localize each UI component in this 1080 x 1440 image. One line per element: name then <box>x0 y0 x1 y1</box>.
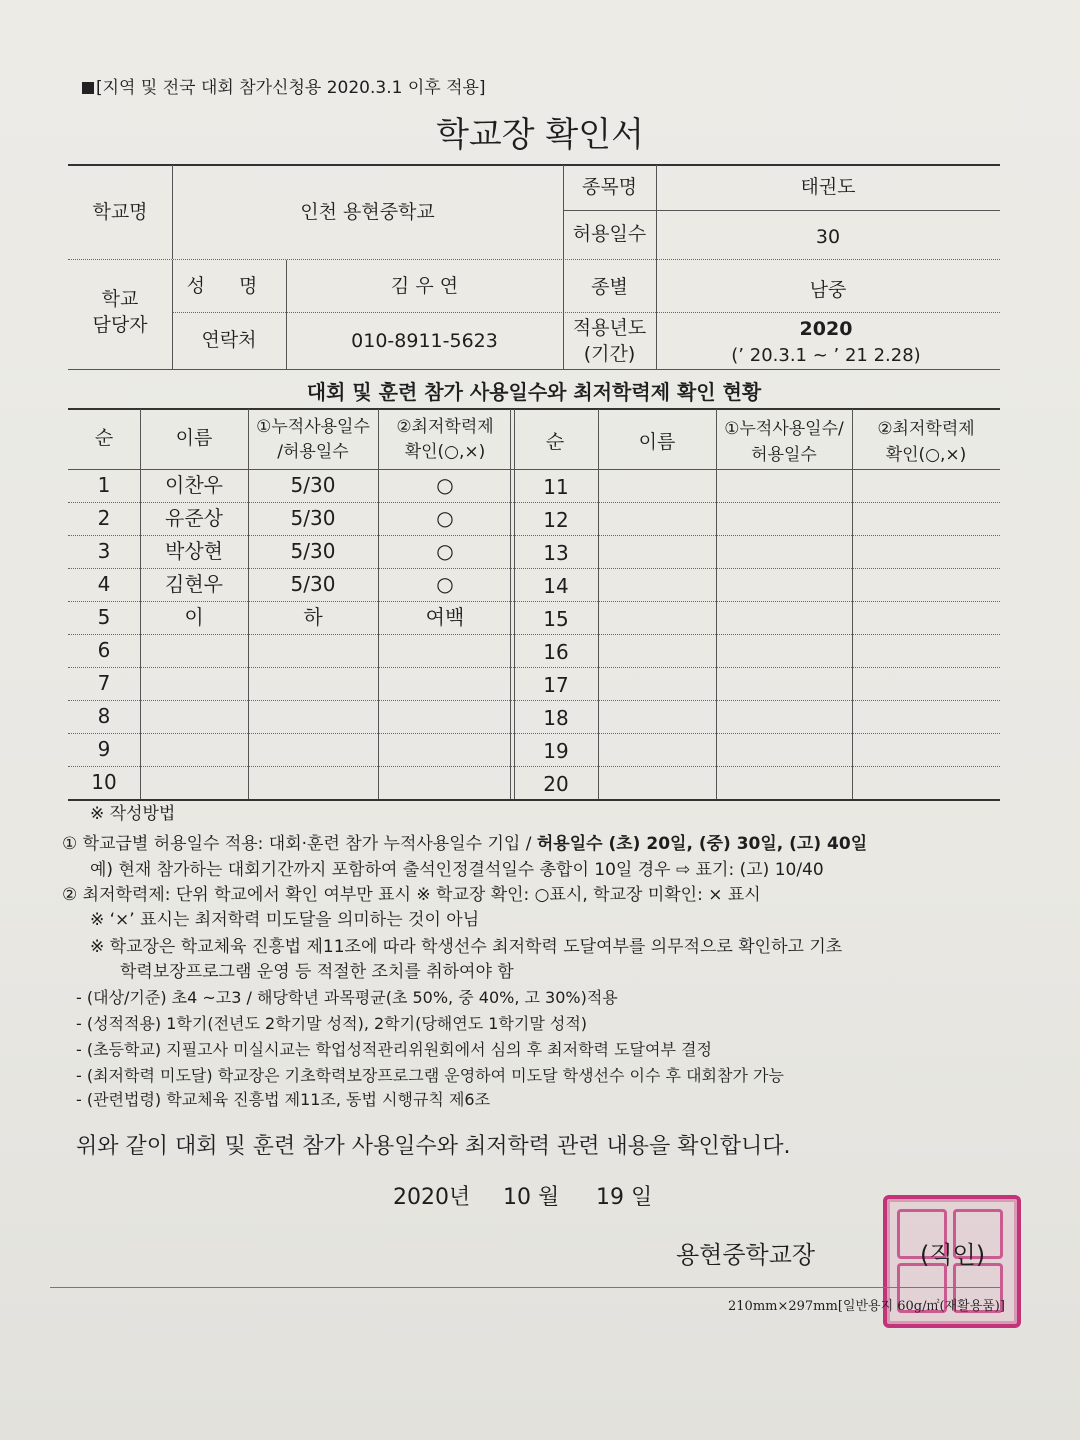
name-label: 성 명 <box>186 275 272 297</box>
sport-value: 태권도 <box>800 176 856 198</box>
table-row-line <box>68 667 1000 668</box>
usage-days: 5/30 <box>290 539 336 563</box>
row-number-right: 12 <box>543 508 569 532</box>
detail-3: - (초등학교) 지필고사 미실시교는 학업성적관리위원회에서 심의 후 최저학력 도달여부 결정 <box>76 1040 712 1059</box>
allowed-days-label: 허용일수 <box>572 223 647 245</box>
table-row-line <box>68 634 1000 635</box>
table-col-line <box>140 409 141 799</box>
header-name: 이름 <box>175 427 213 449</box>
note-4-cont: 학력보장프로그램 운영 등 적절한 조치를 취하여야 함 <box>120 962 514 982</box>
row-number-right: 14 <box>543 574 569 598</box>
period-value: (’ 20.3.1 ~ ’ 21 2.28) <box>731 345 921 366</box>
table-row-line <box>68 502 1000 503</box>
manager-label-line1: 학교 <box>101 288 139 310</box>
seal-label: (직인) <box>920 1241 986 1269</box>
school-label: 학교명 <box>92 201 148 223</box>
table-col-line <box>248 409 249 799</box>
note-1-example: 예) 현재 참가하는 대회기간까지 포함하여 출석인정결석일수 총합이 10일 경우 ⇨ 표기: (고) 10/40 <box>90 860 824 880</box>
usage-days: 5/30 <box>290 572 336 596</box>
table-header-border <box>68 469 1000 470</box>
date-year: 2020년 <box>393 1185 471 1210</box>
min-academic-check: ○ <box>436 572 454 596</box>
row-number: 7 <box>97 671 111 695</box>
detail-5: - (관련법령) 학교체육 진흥법 제11조, 동법 시행규칙 제6조 <box>76 1090 491 1109</box>
table-col-line <box>716 409 717 799</box>
table-col-line <box>852 409 853 799</box>
table-row-line <box>68 568 1000 569</box>
usage-days: 5/30 <box>290 473 336 497</box>
notes-heading: ※ 작성방법 <box>90 804 176 824</box>
document-title: 학교장 확인서 <box>436 115 644 155</box>
category-value: 남중 <box>809 279 847 301</box>
table-row-line <box>68 766 1000 767</box>
contact-label: 연락처 <box>201 329 257 351</box>
row-number: 1 <box>97 473 111 497</box>
min-academic-check: 여백 <box>425 605 465 629</box>
signer-title: 용현중학교장 <box>676 1241 816 1269</box>
sport-label: 종목명 <box>581 176 638 198</box>
header-name-right: 이름 <box>638 431 676 453</box>
header-days-line2: /허용일수 <box>277 442 349 462</box>
name-value: 김 우 연 <box>390 275 459 297</box>
detail-4: - (최저학력 미도달) 학교장은 기초학력보장프로그램 운영하여 미도달 학생선수 이수 후 대회참가 가능 <box>76 1066 784 1085</box>
table-row-line <box>68 601 1000 602</box>
table-col-line <box>378 409 379 799</box>
date-month: 10 월 <box>503 1185 560 1210</box>
row-number: 4 <box>97 572 111 596</box>
row-number: 8 <box>97 704 111 728</box>
table-center-divider <box>510 409 511 799</box>
allowed-days-value: 30 <box>815 226 841 248</box>
detail-1: - (대상/기준) 초4 ~고3 / 해당학년 과목평균(초 50%, 중 40%, 고 30%)적용 <box>76 988 618 1007</box>
note-2: ② 최저학력제: 단위 학교에서 확인 여부만 표시 ※ 학교장 확인: ○표시, 학교장 미확인: × 표시 <box>62 885 761 905</box>
header-days-right-line1: ①누적사용일수/ <box>724 419 844 439</box>
row-number-right: 16 <box>543 640 569 664</box>
student-name: 박상현 <box>165 539 223 563</box>
header-check-right-line2: 확인(○,×) <box>885 445 967 465</box>
year-label-line2: (기간) <box>583 343 636 365</box>
row-number-right: 20 <box>543 772 569 796</box>
form-tag: [지역 및 전국 대회 참가신청용 2020.3.1 이후 적용] <box>82 80 486 97</box>
table-row-line <box>68 733 1000 734</box>
row-number-right: 19 <box>543 739 569 763</box>
table-col-line <box>598 409 599 799</box>
table-top-border <box>68 408 1000 410</box>
row-number: 9 <box>97 737 111 761</box>
contact-value: 010-8911-5623 <box>351 330 498 352</box>
student-name: 김현우 <box>165 572 223 596</box>
note-1: ① 학교급별 허용일수 적용: 대회·훈련 참가 누적사용일수 기입 / 허용일수 (초) 20일, (중) 30일, (고) 40일 <box>62 834 868 854</box>
usage-days: 하 <box>303 605 323 629</box>
table-bottom-border <box>68 799 1000 801</box>
student-name: 이찬우 <box>165 473 223 497</box>
row-number-right: 17 <box>543 673 569 697</box>
year-value: 2020 <box>799 318 853 340</box>
note-3: ※ ‘×’ 표시는 최저학력 미도달을 의미하는 것이 아님 <box>90 910 480 930</box>
header-check-line2: 확인(○,×) <box>404 442 486 462</box>
row-number: 2 <box>97 506 111 530</box>
row-number: 6 <box>97 638 111 662</box>
confirmation-text: 위와 같이 대회 및 훈련 참가 사용일수와 최저학력 관련 내용을 확인합니다. <box>76 1134 791 1159</box>
school-value: 인천 용현중학교 <box>300 201 435 223</box>
table-row-line <box>68 535 1000 536</box>
usage-days: 5/30 <box>290 506 336 530</box>
manager-label-line2: 담당자 <box>92 314 148 336</box>
detail-2: - (성적적용) 1학기(전년도 2학기말 성적), 2학기(당해연도 1학기말 성적) <box>76 1014 588 1033</box>
row-number-right: 18 <box>543 706 569 730</box>
table-row-line <box>68 700 1000 701</box>
row-number-right: 11 <box>543 475 569 499</box>
row-number-right: 15 <box>543 607 569 631</box>
header-days-line1: ①누적사용일수 <box>256 417 370 437</box>
header-check-line1: ②최저학력제 <box>396 417 494 437</box>
student-name: 유준상 <box>165 506 223 530</box>
row-number: 3 <box>97 539 111 563</box>
row-number: 10 <box>91 770 117 794</box>
student-name: 이 <box>184 605 204 629</box>
header-check-right-line1: ②최저학력제 <box>877 419 975 439</box>
min-academic-check: ○ <box>436 539 454 563</box>
row-number: 5 <box>97 605 111 629</box>
header-no-right: 순 <box>545 431 565 453</box>
category-label: 종별 <box>591 276 628 298</box>
footer-rule <box>50 1287 1000 1288</box>
row-number-right: 13 <box>543 541 569 565</box>
min-academic-check: ○ <box>436 506 454 530</box>
year-label-line1: 적용년도 <box>572 317 647 339</box>
header-no: 순 <box>94 427 114 449</box>
date-day: 19 일 <box>596 1185 653 1210</box>
note-4: ※ 학교장은 학교체육 진흥법 제11조에 따라 학생선수 최저학력 도달여부를 의무적으로 확인하고 기초 <box>90 937 843 957</box>
section-title: 대회 및 훈련 참가 사용일수와 최저학력제 확인 현황 <box>306 380 762 404</box>
min-academic-check: ○ <box>436 473 454 497</box>
header-days-right-line2: 허용일수 <box>751 445 817 465</box>
paper-spec: 210mm×297mm[일반용지 60g/㎡(재활용품)] <box>728 1299 1005 1314</box>
